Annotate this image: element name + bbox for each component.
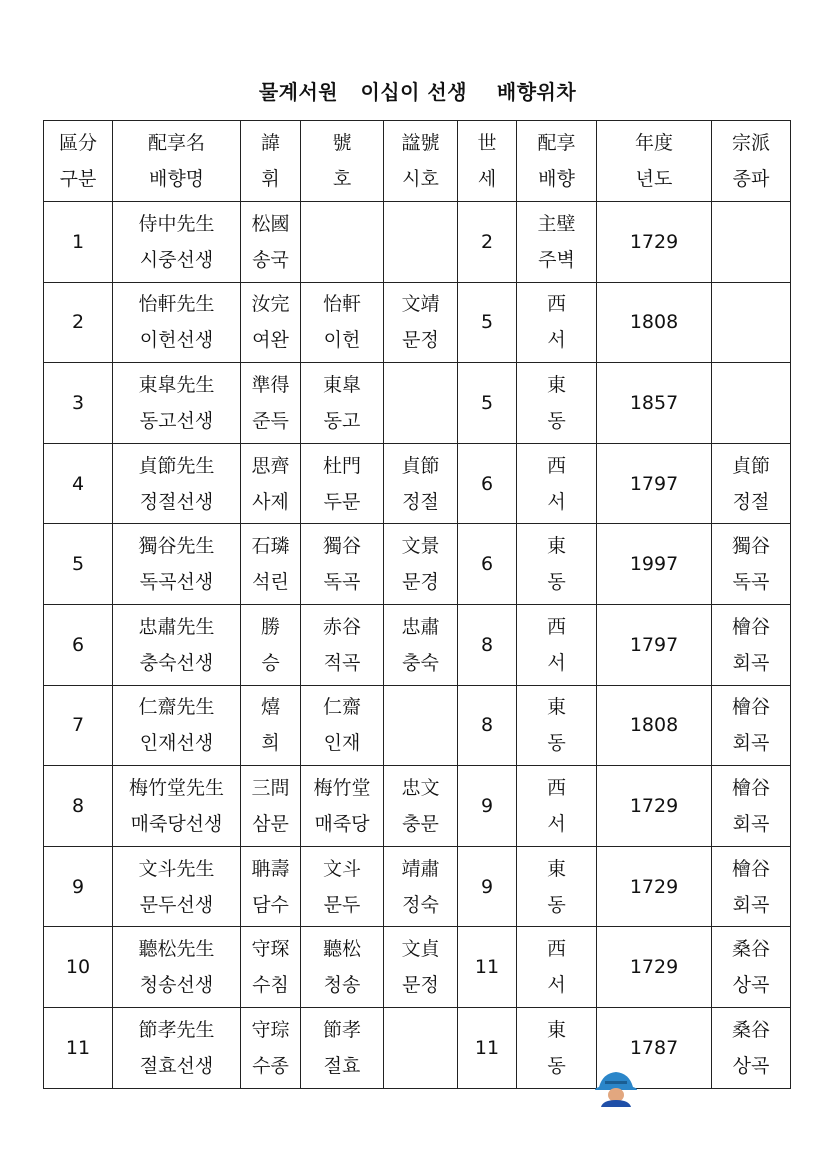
cell-pen-name-text: 두문 [323,490,361,513]
cell-generation-text: 8 [480,633,494,656]
cell-generation [458,766,517,847]
cell-posthumous-name-text: 靖肅 [401,857,440,880]
cell-given-name-text: 汝完 [251,293,290,316]
cell-posthumous-name-text: 충문 [402,812,439,835]
cell-position-text: 동 [547,893,566,916]
cell-name-text: 怡軒先生 [138,293,215,316]
cell-given-name-text: 수종 [252,1054,289,1077]
cell-position-text: 서 [547,329,566,352]
cell-category [44,202,113,283]
cell-given-name [241,1007,301,1088]
cell-position-text: 東 [546,1018,566,1041]
cell-category [44,443,113,524]
cell-name [113,202,241,283]
page-title: 물계서원 이십이 선생 배향위차 [258,80,577,104]
cell-lineage [712,846,791,927]
cell-given-name-text: 수침 [252,974,289,997]
cell-lineage [712,202,791,283]
header-cell-posthumous-name: 諡號 시호 [384,121,458,202]
cell-position-text: 西 [546,776,566,799]
cell-lineage-text: 貞節 [731,454,770,477]
cell-name-text: 시중선생 [139,248,214,271]
cell-name-text: 충숙선생 [139,651,214,674]
cell-lineage-text: 정절 [732,490,770,513]
cell-posthumous-name-text: 문정 [402,329,439,352]
cell-pen-name-text: 文斗 [322,857,361,880]
cell-name [113,363,241,444]
cell-generation-text: 6 [480,553,494,576]
header-row [44,121,791,202]
cell-year-text: 1729 [629,956,679,979]
cell-lineage-text: 檜谷 [731,857,770,880]
header-cell-given-name: 諱 휘 [241,121,301,202]
cell-generation [458,282,517,363]
header-cell-category: 區分 구분 [44,121,113,202]
cell-pen-name [301,1007,384,1088]
cell-given-name-text: 三問 [251,776,290,799]
cell-generation-text: 11 [474,956,500,979]
cell-given-name-text: 담수 [252,893,289,916]
cell-name-text: 동고선생 [139,409,214,432]
cell-category [44,766,113,847]
cell-position-text: 동 [547,732,566,755]
cell-pen-name-text: 怡軒 [322,293,361,316]
cell-position-text: 서 [547,974,566,997]
cell-pen-name [301,443,384,524]
cell-posthumous-name-text: 文景 [401,535,440,558]
cell-lineage-text: 桑谷 [731,938,770,961]
cell-category [44,1007,113,1088]
cell-category-text: 4 [71,472,85,495]
cell-name-text: 節孝先生 [138,1018,215,1041]
cell-position-text: 동 [547,571,566,594]
cell-generation [458,927,517,1008]
cell-given-name-text: 思齊 [251,454,290,477]
cell-pen-name-text: 이헌 [323,329,361,352]
cell-name [113,1007,241,1088]
cell-name-text: 貞節先生 [138,454,215,477]
cell-name-text: 인재선생 [139,732,214,755]
cell-lineage [712,685,791,766]
cell-given-name-text: 송국 [252,248,289,271]
cell-position-text: 東 [546,535,566,558]
cell-category-text: 1 [71,230,85,253]
cell-pen-name [301,604,384,685]
cell-position [517,1007,597,1088]
cell-category-text: 6 [71,633,85,656]
cell-given-name-text: 여완 [252,329,289,352]
header-cell-pen-name: 號 호 [301,121,384,202]
cell-lineage-text: 상곡 [732,1054,770,1077]
cell-name-text: 聽松先生 [138,938,215,961]
cell-lineage-text: 檜谷 [731,615,770,638]
cell-given-name-text: 聃壽 [251,857,290,880]
cell-name-text: 獨谷先生 [138,535,215,558]
cell-name-text: 절효선생 [139,1054,214,1077]
cell-lineage-text: 회곡 [732,893,770,916]
cell-posthumous-name-text: 忠文 [401,776,440,799]
cell-name [113,766,241,847]
cell-generation [458,1007,517,1088]
cell-given-name-text: 守琛 [251,938,290,961]
cell-generation [458,443,517,524]
cell-given-name [241,363,301,444]
cell-generation-text: 6 [480,472,494,495]
cell-position [517,443,597,524]
cell-posthumous-name-text: 文靖 [401,293,440,316]
cell-year-text: 1729 [629,875,679,898]
cell-category [44,685,113,766]
cell-position [517,363,597,444]
cell-posthumous-name [384,766,458,847]
cell-year [597,282,712,363]
cell-year [597,927,712,1008]
cell-position [517,524,597,605]
cell-posthumous-name [384,363,458,444]
cell-posthumous-name-text: 충숙 [402,651,439,674]
cell-year [597,604,712,685]
cell-name-text: 청송선생 [139,974,214,997]
cell-posthumous-name-text: 정숙 [402,893,439,916]
cell-position-text: 주벽 [538,248,575,271]
cell-year [597,202,712,283]
cell-given-name-text: 松國 [251,212,290,235]
cell-given-name-text: 석린 [252,571,289,594]
cell-posthumous-name [384,1007,458,1088]
cell-name-text: 忠肅先生 [138,615,215,638]
cell-pen-name [301,282,384,363]
cell-category [44,363,113,444]
cell-position [517,766,597,847]
cell-name-text: 侍中先生 [138,212,215,235]
cell-name-text: 文斗先生 [138,857,215,880]
table-body [44,202,791,1089]
cell-pen-name [301,202,384,283]
table-row [44,927,791,1008]
cell-generation-text: 5 [480,311,494,334]
cell-lineage [712,363,791,444]
cell-posthumous-name [384,604,458,685]
cell-position-text: 東 [546,857,566,880]
cell-given-name-text: 熺 [260,696,280,719]
cell-category [44,524,113,605]
cell-lineage [712,443,791,524]
cell-position-text: 동 [547,1054,566,1077]
cell-name [113,282,241,363]
header-cell-generation: 世 세 [458,121,517,202]
cell-lineage [712,604,791,685]
cell-given-name [241,202,301,283]
cell-pen-name-text: 東皐 [322,373,361,396]
cell-generation-text: 8 [480,714,494,737]
enshrinement-order-table [43,120,791,1089]
cell-generation [458,685,517,766]
cell-pen-name-text: 절효 [323,1054,361,1077]
cell-given-name-text: 石璘 [251,535,290,558]
cell-generation-text: 5 [480,391,494,414]
hiker-avatar-icon [593,1067,639,1107]
cell-generation [458,604,517,685]
cell-lineage [712,927,791,1008]
cell-given-name [241,766,301,847]
cell-pen-name-text: 독곡 [323,571,361,594]
cell-position-text: 西 [546,454,566,477]
cell-year [597,524,712,605]
table-row [44,524,791,605]
cell-pen-name-text: 獨谷 [322,535,361,558]
cell-lineage [712,1007,791,1088]
cell-generation [458,202,517,283]
cell-year-text: 1857 [629,391,679,414]
cell-category [44,927,113,1008]
cell-lineage-text: 상곡 [732,974,770,997]
cell-category-text: 3 [71,391,85,414]
cell-given-name [241,927,301,1008]
table-row [44,1007,791,1088]
cell-year [597,766,712,847]
table-row [44,846,791,927]
cell-category [44,846,113,927]
cell-pen-name [301,846,384,927]
header-cell-name: 配享名 배향명 [113,121,241,202]
cell-position [517,202,597,283]
cell-lineage [712,766,791,847]
cell-generation-text: 11 [474,1036,500,1059]
cell-given-name-text: 승 [261,651,280,674]
cell-given-name-text: 勝 [260,615,280,638]
cell-year-text: 1797 [629,633,679,656]
cell-pen-name-text: 적곡 [323,651,361,674]
cell-category [44,604,113,685]
cell-pen-name-text: 梅竹堂 [313,776,371,799]
cell-year [597,443,712,524]
cell-pen-name-text: 赤谷 [322,615,361,638]
table-row [44,282,791,363]
cell-generation [458,524,517,605]
cell-position [517,685,597,766]
table-row [44,363,791,444]
cell-posthumous-name [384,927,458,1008]
cell-lineage-text: 檜谷 [731,696,770,719]
cell-posthumous-name [384,282,458,363]
cell-position-text: 東 [546,696,566,719]
header-cell-lineage: 宗派 종파 [712,121,791,202]
cell-category-text: 11 [65,1036,91,1059]
cell-posthumous-name-text: 정절 [402,490,439,513]
cell-position-text: 서 [547,490,566,513]
cell-given-name-text: 삼문 [252,812,289,835]
cell-given-name-text: 守琮 [251,1018,290,1041]
cell-pen-name [301,766,384,847]
table-row [44,766,791,847]
cell-category [44,282,113,363]
cell-name-text: 독곡선생 [139,571,214,594]
cell-posthumous-name [384,524,458,605]
cell-pen-name-text: 동고 [323,409,361,432]
cell-given-name [241,282,301,363]
cell-posthumous-name-text: 문경 [402,571,439,594]
cell-year [597,685,712,766]
table-row [44,685,791,766]
cell-year-text: 1729 [629,230,679,253]
cell-given-name [241,443,301,524]
cell-pen-name [301,685,384,766]
cell-position-text: 西 [546,293,566,316]
cell-position-text: 동 [547,409,566,432]
cell-name [113,927,241,1008]
cell-posthumous-name [384,202,458,283]
cell-generation-text: 9 [480,875,494,898]
cell-lineage [712,282,791,363]
cell-name-text: 문두선생 [139,893,214,916]
cell-generation [458,363,517,444]
table-row [44,202,791,283]
cell-given-name [241,524,301,605]
cell-pen-name-text: 인재 [323,732,361,755]
cell-position [517,282,597,363]
cell-pen-name-text: 청송 [323,974,361,997]
cell-given-name-text: 準得 [251,373,290,396]
cell-category-text: 10 [65,956,91,979]
cell-year [597,363,712,444]
cell-year-text: 1808 [629,311,679,334]
cell-lineage-text: 회곡 [732,651,770,674]
cell-given-name-text: 준득 [252,409,289,432]
cell-position-text: 西 [546,938,566,961]
cell-lineage [712,524,791,605]
cell-position-text: 東 [546,373,566,396]
cell-position-text: 西 [546,615,566,638]
cell-posthumous-name-text: 文貞 [401,938,440,961]
cell-given-name [241,846,301,927]
cell-name-text: 매죽당선생 [130,812,223,835]
cell-category-text: 2 [71,311,85,334]
cell-year-text: 1797 [629,472,679,495]
cell-pen-name [301,927,384,1008]
cell-year-text: 1997 [629,553,679,576]
cell-pen-name [301,524,384,605]
cell-name-text: 이헌선생 [139,329,214,352]
cell-pen-name [301,363,384,444]
cell-lineage-text: 檜谷 [731,776,770,799]
cell-category-text: 8 [71,794,85,817]
cell-generation-text: 9 [480,794,494,817]
cell-pen-name-text: 매죽당 [314,812,370,835]
cell-category-text: 9 [71,875,85,898]
cell-year-text: 1787 [629,1036,679,1059]
table-row [44,443,791,524]
cell-given-name [241,685,301,766]
cell-posthumous-name [384,443,458,524]
cell-lineage-text: 桑谷 [731,1018,770,1041]
cell-pen-name-text: 仁齋 [322,696,361,719]
cell-name-text: 東皐先生 [138,373,215,396]
header-cell-year: 年度 년도 [597,121,712,202]
cell-lineage-text: 회곡 [732,812,770,835]
cell-year-text: 1808 [629,714,679,737]
cell-year-text: 1729 [629,794,679,817]
cell-pen-name-text: 杜門 [322,454,361,477]
cell-position-text: 서 [547,651,566,674]
cell-category-text: 5 [71,553,85,576]
cell-lineage-text: 독곡 [732,571,770,594]
cell-posthumous-name-text: 문정 [402,974,439,997]
cell-posthumous-name [384,685,458,766]
cell-generation [458,846,517,927]
cell-category-text: 7 [71,714,85,737]
cell-posthumous-name-text: 忠肅 [401,615,440,638]
cell-name [113,846,241,927]
cell-given-name [241,604,301,685]
cell-position-text: 서 [547,812,566,835]
cell-name-text: 仁齋先生 [138,696,215,719]
cell-name [113,604,241,685]
cell-pen-name-text: 節孝 [322,1018,361,1041]
cell-lineage-text: 회곡 [732,732,770,755]
cell-name-text: 梅竹堂先生 [128,776,224,799]
cell-position [517,927,597,1008]
cell-posthumous-name [384,846,458,927]
cell-name [113,524,241,605]
cell-pen-name-text: 문두 [323,893,361,916]
cell-name [113,685,241,766]
cell-year [597,846,712,927]
cell-position [517,846,597,927]
cell-posthumous-name-text: 貞節 [401,454,440,477]
cell-pen-name-text: 聽松 [322,938,361,961]
cell-position-text: 主壁 [537,212,576,235]
cell-given-name-text: 희 [261,732,280,755]
cell-name-text: 정절선생 [139,490,214,513]
cell-lineage-text: 獨谷 [731,535,770,558]
table-row [44,604,791,685]
cell-given-name-text: 사제 [252,490,289,513]
cell-position [517,604,597,685]
header-cell-position: 配享 배향 [517,121,597,202]
cell-generation-text: 2 [480,230,494,253]
cell-name [113,443,241,524]
